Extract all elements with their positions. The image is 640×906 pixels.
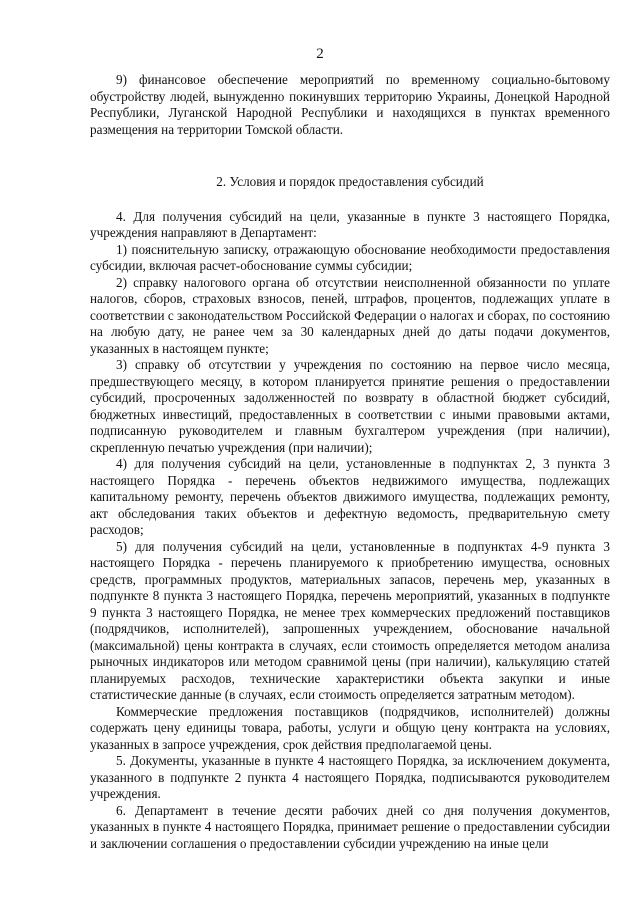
paragraph-point-5: 5. Документы, указанные в пункте 4 настоящего Порядка, за исключением документа, указанного в подпункте 2 пункта 4 настоящего Порядка, подписываются руководителем учреждения. [90, 753, 610, 801]
paragraph-subpoint-3: 3) справку об отсутствии у учреждения по состоянию на первое число месяца, предшествующего месяцу, в котором планируется принятие решения о предоставлении субсидий, просроченных задолженностей по возврату в областной бюджет субсидий, бюджетных инвестиций, предоставленных в соответствии с иными правовыми актами, подписанную руководителем и главным бухгалтером учреждения (при наличии), скрепленную печатью учреждения (при наличии); [90, 357, 610, 455]
paragraph-subpoint-5: 5) для получения субсидий на цели, установленные в подпунктах 4-9 пункта 3 настоящего Порядка - перечень планируемого к приобретению имущества, основных средств, программных продуктов, материальных запасов, перечень мер, указанных в подпункте 8 пункта 3 настоящего Порядка, перечень мероприятий, указанных в подпункте 9 пункта 3 настоящего Порядка, не менее трех коммерческих предложений поставщиков (подрядчиков, исполнителей), запрошенных учреждением, обоснование начальной (максимальной) цены контракта в случаях, если стоимость определяется методом анализа рыночных индикаторов или методом сравнимой цены (при наличии), калькуляцию статей планируемых расходов, технические характеристики объекта закупки и иные статистические данные (в случаях, если стоимость определяется затратным методом). [90, 538, 610, 702]
document-body [90, 72, 610, 852]
paragraph-subpoint-4: 4) для получения субсидий на цели, установленные в подпунктах 2, 3 пункта 3 настоящего Порядка - перечень объектов недвижимого имущества, подлежащих капитальному ремонту, перечень объектов движимого имущества, подлежащих ремонту, акт обследования таких объектов и дефектную ведомость, предварительную смету расходов; [90, 456, 610, 537]
paragraph-item-9: 9) финансовое обеспечение мероприятий по временному социально-бытовому обустройству людей, вынужденно покинувших территорию Украины, Донецкой Народной Республики, Луганской Народной Республики и находящихся в пунктах временного размещения на территории Томской области. [90, 72, 610, 137]
section-heading: 2. Условия и порядок предоставления субсидий [216, 174, 484, 189]
paragraph-subpoint-1: 1) пояснительную записку, отражающую обоснование необходимости предоставления субсидии, включая расчет-обоснование суммы субсидии; [90, 241, 610, 273]
paragraph-subpoint-2: 2) справку налогового органа об отсутствии неисполненной обязанности по уплате налогов, сборов, страховых взносов, пеней, штрафов, процентов, подлежащих уплате в соответствии с законодательством Российской Федерации о налогах и сборах, по состоянию на любую дату, не ранее чем за 30 календарных дней до даты подачи документов, указанных в настоящем пункте; [90, 274, 610, 356]
paragraph-point-6: 6. Департамент в течение десяти рабочих дней со дня получения документов, указанных в пункте 4 настоящего Порядка, принимает решение о предоставлении субсидии и заключении соглашения о предоставлении субсидии учреждению на иные цели [90, 802, 610, 851]
page-number: 2 [316, 46, 324, 62]
paragraph-point-4: 4. Для получения субсидий на цели, указанные в пункте 3 настоящего Порядка, учреждения направляют в Департамент: [90, 208, 610, 240]
paragraph-commercial-offers: Коммерческие предложения поставщиков (подрядчиков, исполнителей) должны содержать цену единицы товара, работы, услуги и общую цену контракта на условиях, указанных в запросе учреждения, срок действия предполагаемой цены. [90, 703, 610, 752]
